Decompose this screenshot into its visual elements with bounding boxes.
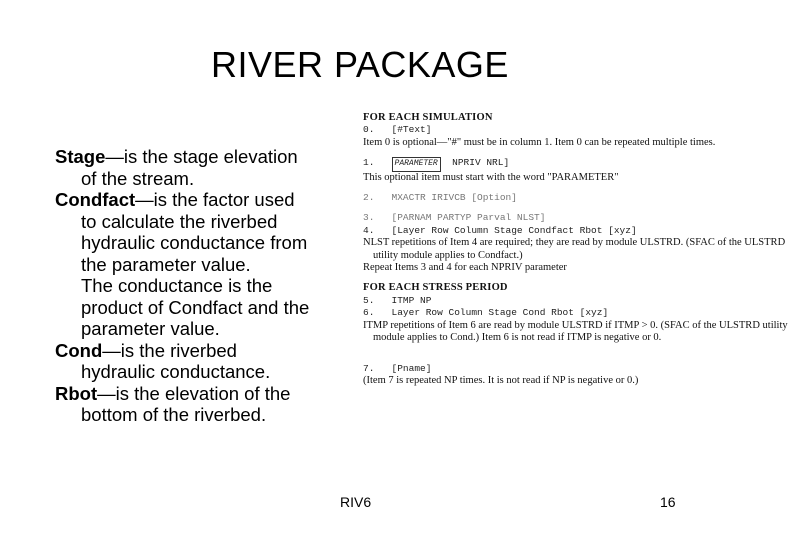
def-stage bbox=[55, 146, 345, 168]
note-e: module applies to Cond.) Item 6 is not read if ITMP is negative or 0. bbox=[373, 332, 662, 344]
term-stage: Stage bbox=[55, 146, 106, 167]
term-condfact: Condfact bbox=[55, 189, 136, 210]
item-7-fields: [Pname] bbox=[391, 362, 432, 374]
item-0 bbox=[363, 124, 683, 136]
item-1-fields: NPRIV NRL] bbox=[452, 157, 510, 169]
item-4-fields: [Layer Row Column Stage Condfact Rbot [xyz] bbox=[391, 224, 637, 236]
def-condfact bbox=[55, 189, 345, 211]
page-number: 16 bbox=[660, 494, 676, 510]
def-cond-text: —is the riverbed bbox=[102, 339, 237, 361]
def-stage-text: —is the stage elevation bbox=[105, 146, 298, 167]
note-c: Repeat Items 3 and 4 for each NPRIV parameter bbox=[363, 262, 567, 274]
def-condfact-cont-2: the parameter value. bbox=[81, 253, 251, 275]
item-7-num: 7. bbox=[363, 362, 375, 374]
term-cond: Cond bbox=[55, 339, 103, 361]
item-3 bbox=[363, 212, 683, 224]
item-2-fields: MXACTR IRIVCB [Option] bbox=[391, 192, 517, 204]
def-rbot-text: —is the elevation of the bbox=[97, 382, 291, 404]
item-6-fields: Layer Row Column Stage Cond Rbot [xyz] bbox=[391, 307, 609, 319]
spacer bbox=[363, 184, 683, 192]
item-1 bbox=[363, 157, 683, 171]
spacer bbox=[363, 204, 683, 212]
def-stage-cont: of the stream. bbox=[81, 167, 195, 189]
item-5 bbox=[363, 295, 683, 307]
item-2-num: 2. bbox=[363, 192, 375, 204]
item-7 bbox=[363, 363, 683, 375]
slide-title: RIVER PACKAGE bbox=[211, 44, 509, 85]
note-d: ITMP repetitions of Item 6 are read by module ULSTRD if ITMP > 0. (SFAC of the ULSTRD utility bbox=[363, 319, 788, 331]
note-f: (Item 7 is repeated NP times. It is not read if NP is negative or 0.) bbox=[363, 374, 639, 386]
item-2 bbox=[363, 192, 683, 204]
spacer bbox=[363, 345, 683, 363]
def-rbot-cont: bottom of the riverbed. bbox=[81, 404, 267, 425]
item-5-num: 5. bbox=[363, 294, 375, 306]
header-simulation: FOR EACH SIMULATION bbox=[363, 112, 493, 123]
def-condfact-cont-0: to calculate the riverbed bbox=[81, 210, 278, 232]
item-3-num: 3. bbox=[363, 212, 375, 224]
item-0-note: Item 0 is optional—"#" must be in column 1. Item 0 can be repeated multiple times. bbox=[363, 136, 716, 148]
def-condfact-cont-4: product of Condfact and the bbox=[81, 296, 310, 318]
item-4 bbox=[363, 225, 683, 237]
item-4-num: 4. bbox=[363, 224, 375, 236]
item-1-num: 1. bbox=[363, 157, 375, 169]
definitions-text bbox=[55, 146, 345, 426]
def-cond-cont: hydraulic conductance. bbox=[81, 361, 271, 382]
item-5-fields: ITMP NP bbox=[391, 294, 432, 306]
term-rbot: Rbot bbox=[55, 382, 98, 404]
spacer bbox=[363, 274, 683, 282]
def-cond bbox=[55, 340, 345, 362]
item-6-num: 6. bbox=[363, 307, 375, 319]
item-1-param-box: PARAMETER bbox=[392, 157, 441, 171]
def-condfact-cont-1: hydraulic conductance from bbox=[81, 232, 308, 253]
note-a: NLST repetitions of Item 4 are required; they are read by module ULSTRD. (SFAC of the ULSTRD bbox=[363, 237, 786, 249]
item-0-num: 0. bbox=[363, 124, 375, 136]
note-b: utility module applies to Condfact.) bbox=[373, 249, 523, 261]
def-rbot bbox=[55, 383, 345, 405]
item-0-field: [#Text] bbox=[391, 124, 432, 136]
input-spec-image bbox=[363, 112, 788, 387]
item-3-fields: [PARNAM PARTYP Parval NLST] bbox=[391, 212, 546, 224]
def-condfact-cont-3: The conductance is the bbox=[81, 275, 273, 296]
item-1-note: This optional item must start with the word "PARAMETER" bbox=[363, 171, 619, 183]
def-condfact-cont-5: parameter value. bbox=[81, 318, 220, 339]
footer-label: RIV6 bbox=[340, 494, 372, 510]
item-6 bbox=[363, 307, 683, 319]
def-condfact-text: —is the factor used bbox=[135, 189, 295, 210]
spacer bbox=[363, 149, 683, 157]
header-stress-period: FOR EACH STRESS PERIOD bbox=[363, 282, 508, 294]
